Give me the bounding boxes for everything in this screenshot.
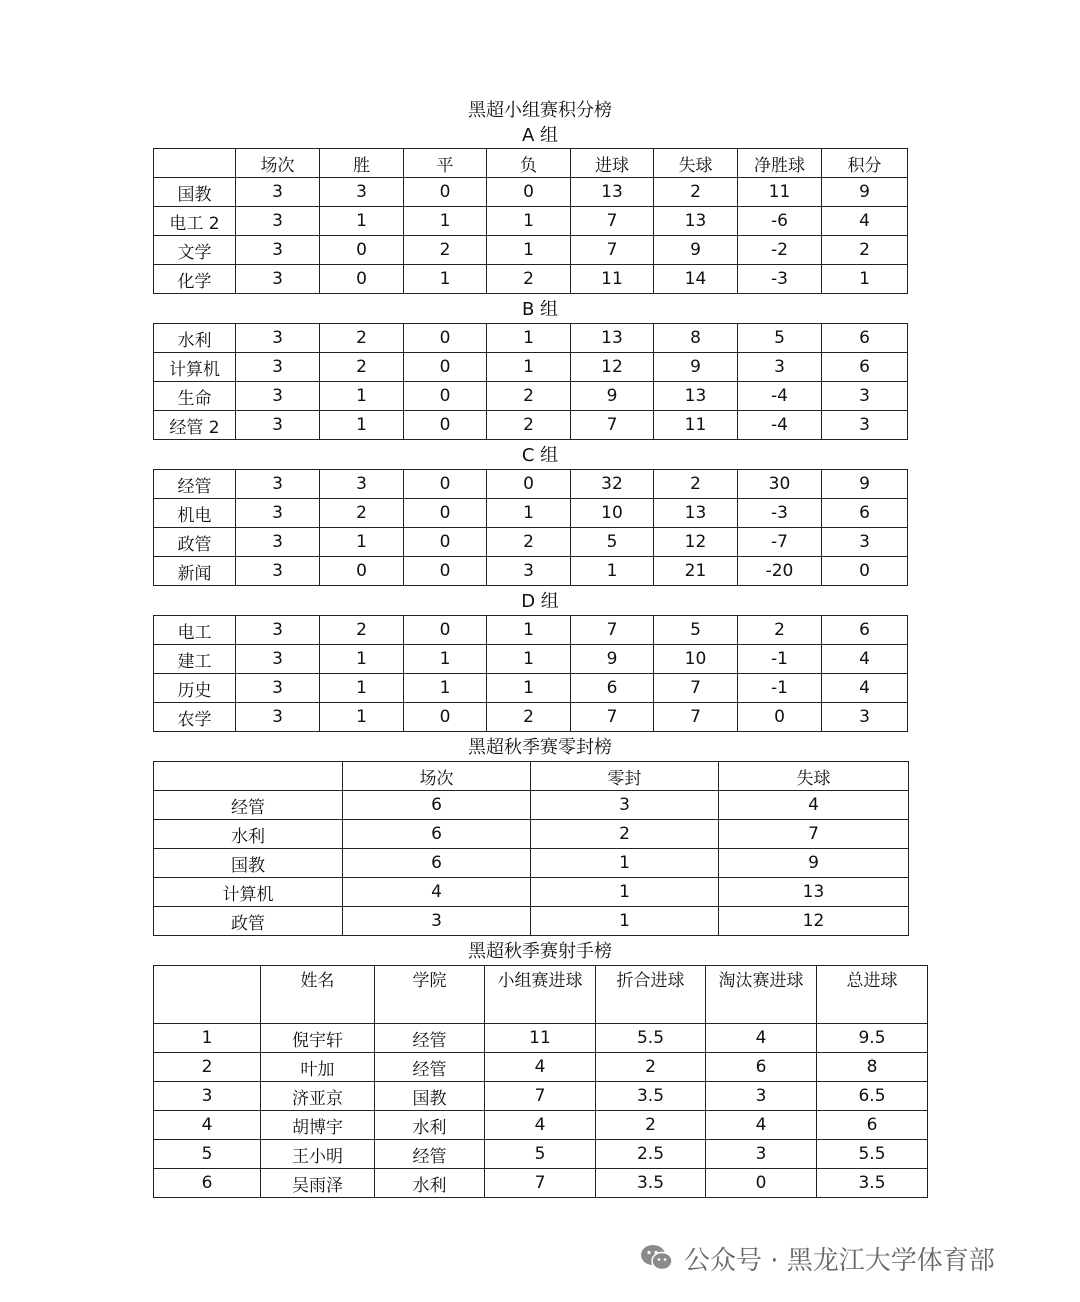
table-cell: 9 [822,178,908,207]
table-cell: 3 [531,791,719,820]
table-row [154,1053,928,1082]
table-cell: 1 [531,907,719,936]
table-cell: 6 [343,820,531,849]
table-cell: 13 [654,499,738,528]
table-cell: 农学 [154,703,236,732]
table-cell: 3 [236,499,320,528]
table-cell: 3 [822,411,908,440]
header-cell: 失球 [654,149,738,178]
table-cell: 6 [343,791,531,820]
header-cell: 淘汰赛进球 [706,966,817,1024]
table-cell: 4 [706,1111,817,1140]
table-cell: 7 [571,616,654,645]
table-cell: 3 [320,470,404,499]
header-cell: 进球 [571,149,654,178]
table-cell: 1 [320,674,404,703]
group-c-table [153,469,908,586]
table-cell: 10 [571,499,654,528]
table-cell: 新闻 [154,557,236,586]
header-row [154,966,928,1024]
table-cell: 0 [404,616,487,645]
table-cell: 历史 [154,674,236,703]
table-cell: 11 [571,265,654,294]
table-cell: 4 [485,1053,596,1082]
table-cell: -3 [738,265,822,294]
table-cell: 2 [154,1053,261,1082]
table-cell: 3 [706,1140,817,1169]
table-cell: 8 [654,324,738,353]
footer-text: 公众号 · 黑龙江大学体育部 [684,1245,995,1276]
table-cell: 经管 2 [154,411,236,440]
table-cell: 7 [571,207,654,236]
table-cell: 0 [404,324,487,353]
table-cell: 1 [320,411,404,440]
standings-title: 黑超小组赛积分榜 [468,100,612,121]
table-cell: 建工 [154,645,236,674]
table-row [154,1140,928,1169]
table-cell: 0 [320,236,404,265]
table-cell: 3.5 [596,1169,706,1198]
table-cell: 13 [654,382,738,411]
table-cell: 2 [596,1111,706,1140]
table-cell: 3 [236,236,320,265]
table-cell: 30 [738,470,822,499]
table-cell: 1 [487,236,571,265]
table-cell: 1 [404,645,487,674]
table-cell: 4 [822,207,908,236]
table-row [154,907,909,936]
table-row [154,557,908,586]
table-cell: 1 [320,207,404,236]
header-cell: 小组赛进球 [485,966,596,1024]
table-cell: 2 [320,324,404,353]
table-cell: -20 [738,557,822,586]
table-cell: 2 [654,470,738,499]
group-a-table [153,148,908,294]
header-cell: 场次 [236,149,320,178]
table-cell: 3 [236,265,320,294]
table-cell: 9 [822,470,908,499]
table-cell: 2 [320,616,404,645]
table-cell: 4 [822,674,908,703]
table-cell: 5 [485,1140,596,1169]
header-row [154,149,908,178]
table-cell: 3 [236,703,320,732]
table-cell: 水利 [154,820,343,849]
table-cell: 胡博宇 [261,1111,375,1140]
table-cell: 3 [236,324,320,353]
table-cell: 0 [320,265,404,294]
table-cell: 0 [487,470,571,499]
table-cell: 水利 [375,1111,485,1140]
table-cell: 3 [236,207,320,236]
table-cell: 3 [738,353,822,382]
table-cell: 化学 [154,265,236,294]
table-row [154,324,908,353]
table-cell: 9 [719,849,909,878]
header-cell: 平 [404,149,487,178]
table-cell: 2 [596,1053,706,1082]
table-cell: 2 [822,236,908,265]
table-row [154,265,908,294]
clean-sheets-table [153,761,909,936]
header-cell: 学院 [375,966,485,1024]
table-cell: 水利 [375,1169,485,1198]
table-row [154,820,909,849]
table-cell: 经管 [154,791,343,820]
table-cell: 32 [571,470,654,499]
table-row [154,1082,928,1111]
table-cell: 2 [654,178,738,207]
table-cell: -7 [738,528,822,557]
table-cell: 12 [571,353,654,382]
table-cell: 机电 [154,499,236,528]
table-cell: 1 [320,382,404,411]
table-row [154,1024,928,1053]
header-cell: 胜 [320,149,404,178]
table-cell: 3 [236,178,320,207]
table-cell: 王小明 [261,1140,375,1169]
table-cell: 5 [571,528,654,557]
table-cell: 3 [236,382,320,411]
table-cell: 1 [487,645,571,674]
table-cell: 3 [320,178,404,207]
table-cell: 1 [487,353,571,382]
table-cell: 0 [404,470,487,499]
table-cell: 9.5 [817,1024,928,1053]
table-cell: 7 [654,674,738,703]
table-cell: 0 [404,178,487,207]
table-cell: 计算机 [154,353,236,382]
table-cell: 1 [404,265,487,294]
table-cell: 2 [320,499,404,528]
table-cell: 0 [738,703,822,732]
header-cell: 净胜球 [738,149,822,178]
table-cell: 3 [236,528,320,557]
table-cell: 经管 [375,1140,485,1169]
table-cell: 0 [404,353,487,382]
table-cell: 0 [706,1169,817,1198]
table-cell: 8 [817,1053,928,1082]
table-cell: 9 [654,236,738,265]
table-cell: 计算机 [154,878,343,907]
table-cell: 6 [343,849,531,878]
table-row [154,411,908,440]
table-cell: 7 [571,236,654,265]
table-cell: 0 [404,411,487,440]
table-row [154,674,908,703]
table-cell: -4 [738,411,822,440]
table-cell: 吴雨泽 [261,1169,375,1198]
table-cell: 3 [236,470,320,499]
table-cell: 济亚京 [261,1082,375,1111]
table-cell: 4 [485,1111,596,1140]
table-cell: 2 [487,703,571,732]
table-cell: 政管 [154,528,236,557]
table-cell: 6 [571,674,654,703]
header-cell: 折合进球 [596,966,706,1024]
table-cell: 14 [654,265,738,294]
table-cell: 3 [236,411,320,440]
footer-watermark [640,1236,995,1280]
table-cell: 0 [487,178,571,207]
table-cell: 4 [719,791,909,820]
table-cell: 生命 [154,382,236,411]
table-row [154,1111,928,1140]
table-cell: 2.5 [596,1140,706,1169]
table-cell: 7 [571,703,654,732]
table-cell: 1 [404,674,487,703]
table-cell: 1 [320,645,404,674]
table-row [154,616,908,645]
table-cell: 21 [654,557,738,586]
header-cell: 失球 [719,762,909,791]
table-row [154,353,908,382]
table-cell: 6 [706,1053,817,1082]
table-cell: 0 [404,382,487,411]
table-cell: 1 [531,878,719,907]
header-cell: 积分 [822,149,908,178]
table-row [154,499,908,528]
table-cell: 1 [487,616,571,645]
table-cell: 5.5 [596,1024,706,1053]
table-cell: 水利 [154,324,236,353]
header-cell: 负 [487,149,571,178]
scorers-table [153,965,928,1198]
table-cell: 经管 [154,470,236,499]
table-cell: 1 [320,703,404,732]
scorers-title: 黑超秋季赛射手榜 [468,941,612,962]
table-cell: 11 [485,1024,596,1053]
table-cell: 1 [487,499,571,528]
table-cell: 3 [822,528,908,557]
table-cell: 4 [822,645,908,674]
table-cell: 0 [320,557,404,586]
header-cell [154,149,236,178]
group-b-table [153,323,908,440]
table-cell: 2 [487,265,571,294]
table-cell: -4 [738,382,822,411]
table-cell: 2 [487,528,571,557]
table-cell: 6 [822,616,908,645]
table-cell: 文学 [154,236,236,265]
table-cell: 4 [343,878,531,907]
header-cell: 零封 [531,762,719,791]
table-cell: 3.5 [596,1082,706,1111]
table-cell: -1 [738,645,822,674]
group-a-label: A 组 [521,125,559,146]
table-cell: 7 [654,703,738,732]
table-cell: 经管 [375,1024,485,1053]
table-cell: 9 [571,645,654,674]
header-cell: 总进球 [817,966,928,1024]
table-row [154,849,909,878]
table-cell: 国教 [154,178,236,207]
table-cell: 1 [487,324,571,353]
table-cell: 0 [404,557,487,586]
table-cell: 电工 2 [154,207,236,236]
table-row [154,703,908,732]
group-d-label: D 组 [521,591,559,612]
header-cell [154,966,261,1024]
table-cell: 6 [822,499,908,528]
table-cell: 3 [822,382,908,411]
table-cell: 5 [154,1140,261,1169]
table-cell: 2 [487,411,571,440]
table-cell: 12 [654,528,738,557]
table-cell: 0 [404,528,487,557]
group-d-table [153,615,908,732]
table-cell: 11 [738,178,822,207]
group-b-label: B 组 [521,299,559,320]
table-cell: 倪宇轩 [261,1024,375,1053]
table-cell: 3 [154,1082,261,1111]
table-cell: 经管 [375,1053,485,1082]
table-row [154,791,909,820]
table-cell: 2 [404,236,487,265]
table-cell: 5 [738,324,822,353]
table-cell: 3 [236,353,320,382]
table-cell: 6.5 [817,1082,928,1111]
table-cell: 3 [236,645,320,674]
table-cell: 7 [719,820,909,849]
table-cell: 1 [404,207,487,236]
table-cell: 2 [531,820,719,849]
header-cell [154,762,343,791]
table-cell: -3 [738,499,822,528]
table-cell: 1 [822,265,908,294]
table-cell: 0 [404,499,487,528]
header-row [154,762,909,791]
table-row [154,1169,928,1198]
table-cell: 9 [654,353,738,382]
table-cell: 1 [320,528,404,557]
table-cell: 1 [487,674,571,703]
table-cell: 国教 [375,1082,485,1111]
table-cell: 3 [822,703,908,732]
table-cell: 电工 [154,616,236,645]
table-cell: 2 [738,616,822,645]
table-cell: -6 [738,207,822,236]
table-cell: 1 [571,557,654,586]
table-cell: 2 [487,382,571,411]
table-row [154,236,908,265]
header-cell: 场次 [343,762,531,791]
table-cell: 1 [487,207,571,236]
table-cell: 7 [571,411,654,440]
table-row [154,178,908,207]
header-cell: 姓名 [261,966,375,1024]
table-cell: -2 [738,236,822,265]
table-cell: 7 [485,1169,596,1198]
table-cell: 3 [706,1082,817,1111]
table-cell: 6 [822,324,908,353]
table-cell: 3 [343,907,531,936]
table-cell: 13 [571,178,654,207]
table-cell: 2 [320,353,404,382]
table-cell: 国教 [154,849,343,878]
wechat-icon [640,1243,674,1273]
table-cell: 10 [654,645,738,674]
table-cell: 3 [236,557,320,586]
table-row [154,645,908,674]
clean-sheets-title: 黑超秋季赛零封榜 [468,737,612,758]
table-cell: 3 [236,674,320,703]
table-cell: 6 [154,1169,261,1198]
table-cell: 0 [404,703,487,732]
table-row [154,207,908,236]
table-cell: 13 [654,207,738,236]
table-row [154,528,908,557]
table-cell: 1 [154,1024,261,1053]
table-cell: 4 [706,1024,817,1053]
table-cell: 13 [719,878,909,907]
table-cell: 11 [654,411,738,440]
table-cell: 5.5 [817,1140,928,1169]
table-cell: 0 [822,557,908,586]
table-cell: 政管 [154,907,343,936]
table-cell: 3 [236,616,320,645]
table-cell: 13 [571,324,654,353]
group-c-label: C 组 [521,445,559,466]
table-cell: 7 [485,1082,596,1111]
table-row [154,470,908,499]
table-cell: 6 [822,353,908,382]
table-cell: 3.5 [817,1169,928,1198]
table-cell: 6 [817,1111,928,1140]
table-row [154,878,909,907]
table-cell: -1 [738,674,822,703]
table-cell: 3 [487,557,571,586]
table-cell: 4 [154,1111,261,1140]
table-cell: 12 [719,907,909,936]
table-cell: 1 [531,849,719,878]
table-cell: 叶加 [261,1053,375,1082]
table-row [154,382,908,411]
table-cell: 5 [654,616,738,645]
table-cell: 9 [571,382,654,411]
